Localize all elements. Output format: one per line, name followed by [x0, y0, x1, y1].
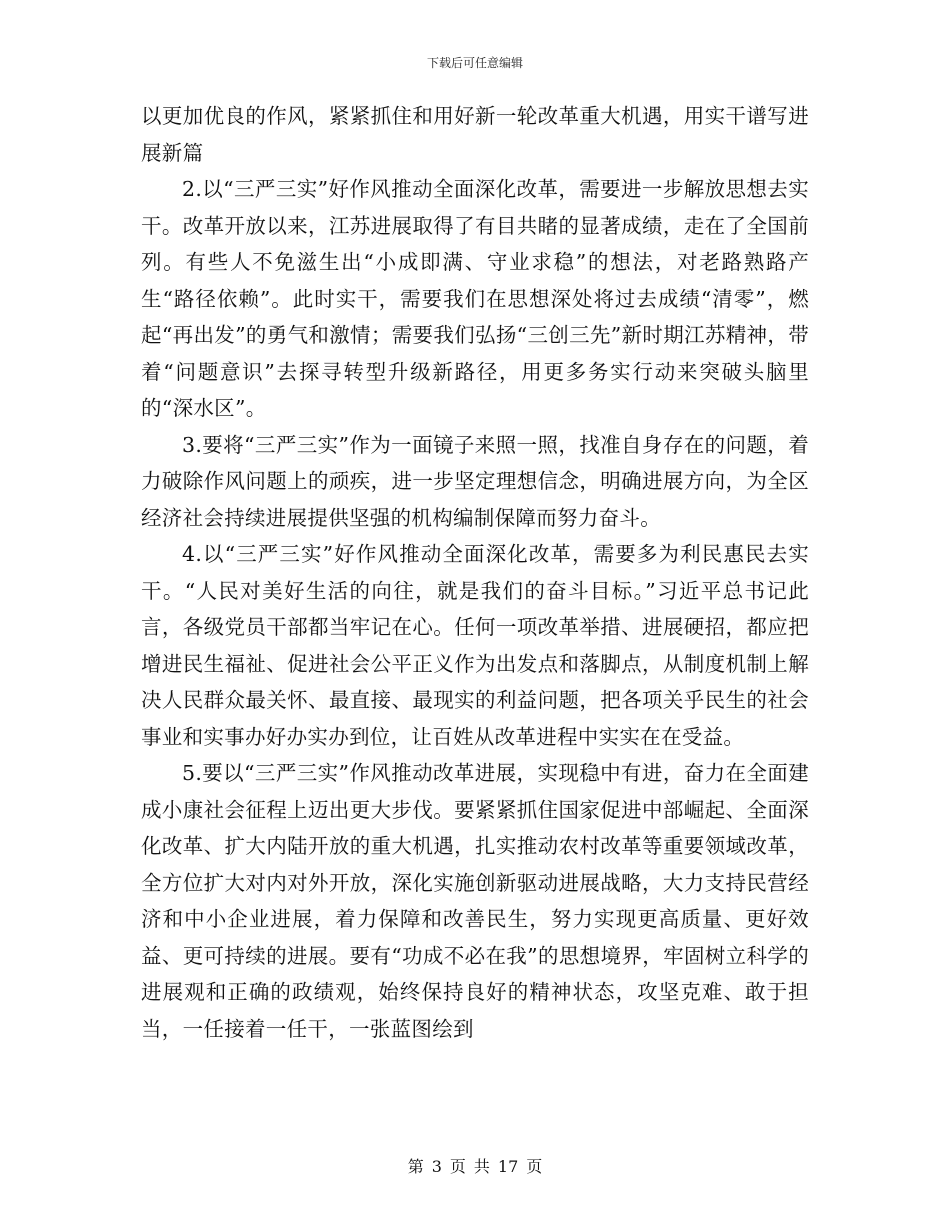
footer-gong: 共 [473, 1157, 490, 1176]
page-header-note: 下载后可任意编辑 [426, 56, 523, 70]
footer-ye: 页 [449, 1157, 466, 1176]
paragraph-item-3: 3.要将“三严三实”作为一面镜子来照一照，找准自身存在的问题，着力破除作风问题上的顽疾，进一步坚定理想信念，明确进展方向，为全区经济社会持续进展提供坚强的机构编制保障而努力奋斗。 [141, 432, 809, 530]
paragraph-continuation: 以更加优良的作风，紧紧抓住和用好新一轮改革重大机遇，用实干谱写进展新篇 [141, 104, 809, 165]
document-body [141, 98, 809, 1047]
footer-di: 第 [407, 1157, 424, 1176]
footer-ye-end: 页 [526, 1157, 543, 1176]
paragraph-item-5: 5.要以“三严三实”作风推动改革进展，实现稳中有进，奋力在全面建成小康社会征程上迈出更大步伐。要紧紧抓住国家促进中部崛起、全面深化改革、扩大内陆开放的重大机遇，扎实推动农村改革等重要领域改革，全方位扩大对内对外开放，深化实施创新驱动进展战略，大力支持民营经济和中小企业进展，着力保障和改善民生，努力实现更高质量、更好效益、更可持续的进展。要有“功成不必在我”的思想境界，牢固树立科学的进展观和正确的政绩观，始终保持良好的精神状态，攻坚克难、敢于担当，一任接着一任干，一张蓝图绘到 [141, 761, 809, 1041]
paragraph-item-2: 2.以“三严三实”好作风推动全面深化改革，需要进一步解放思想去实干。改革开放以来，江苏进展取得了有目共睹的显著成绩，走在了全国前列。有些人不免滋生出“小成即满、守业求稳”的想法，对老路熟路产生“路径依赖”。此时实干，需要我们在思想深处将过去成绩“清零”，燃起“再出发”的勇气和激情；需要我们弘扬“三创三先”新时期江苏精神，带着“问题意识”去探寻转型升级新路径，用更多务实行动来突破头脑里的“深水区”。 [141, 177, 809, 420]
total-page-count: 17 [497, 1157, 519, 1176]
paragraph-item-4: 4.以“三严三实”好作风推动全面深化改革，需要多为利民惠民去实干。“人民对美好生活的向往，就是我们的奋斗目标。”习近平总书记此言，各级党员干部都当牢记在心。任何一项改革举措、进展硬招，都应把增进民生福祉、促进社会公平正义作为出发点和落脚点，从制度机制上解决人民群众最关怀、最直接、最现实的利益问题，把各项关乎民生的社会事业和实事办好办实办到位，让百姓从改革进程中实实在在受益。 [141, 542, 809, 749]
current-page-number: 3 [431, 1157, 442, 1176]
page-number-footer [0, 1154, 950, 1177]
